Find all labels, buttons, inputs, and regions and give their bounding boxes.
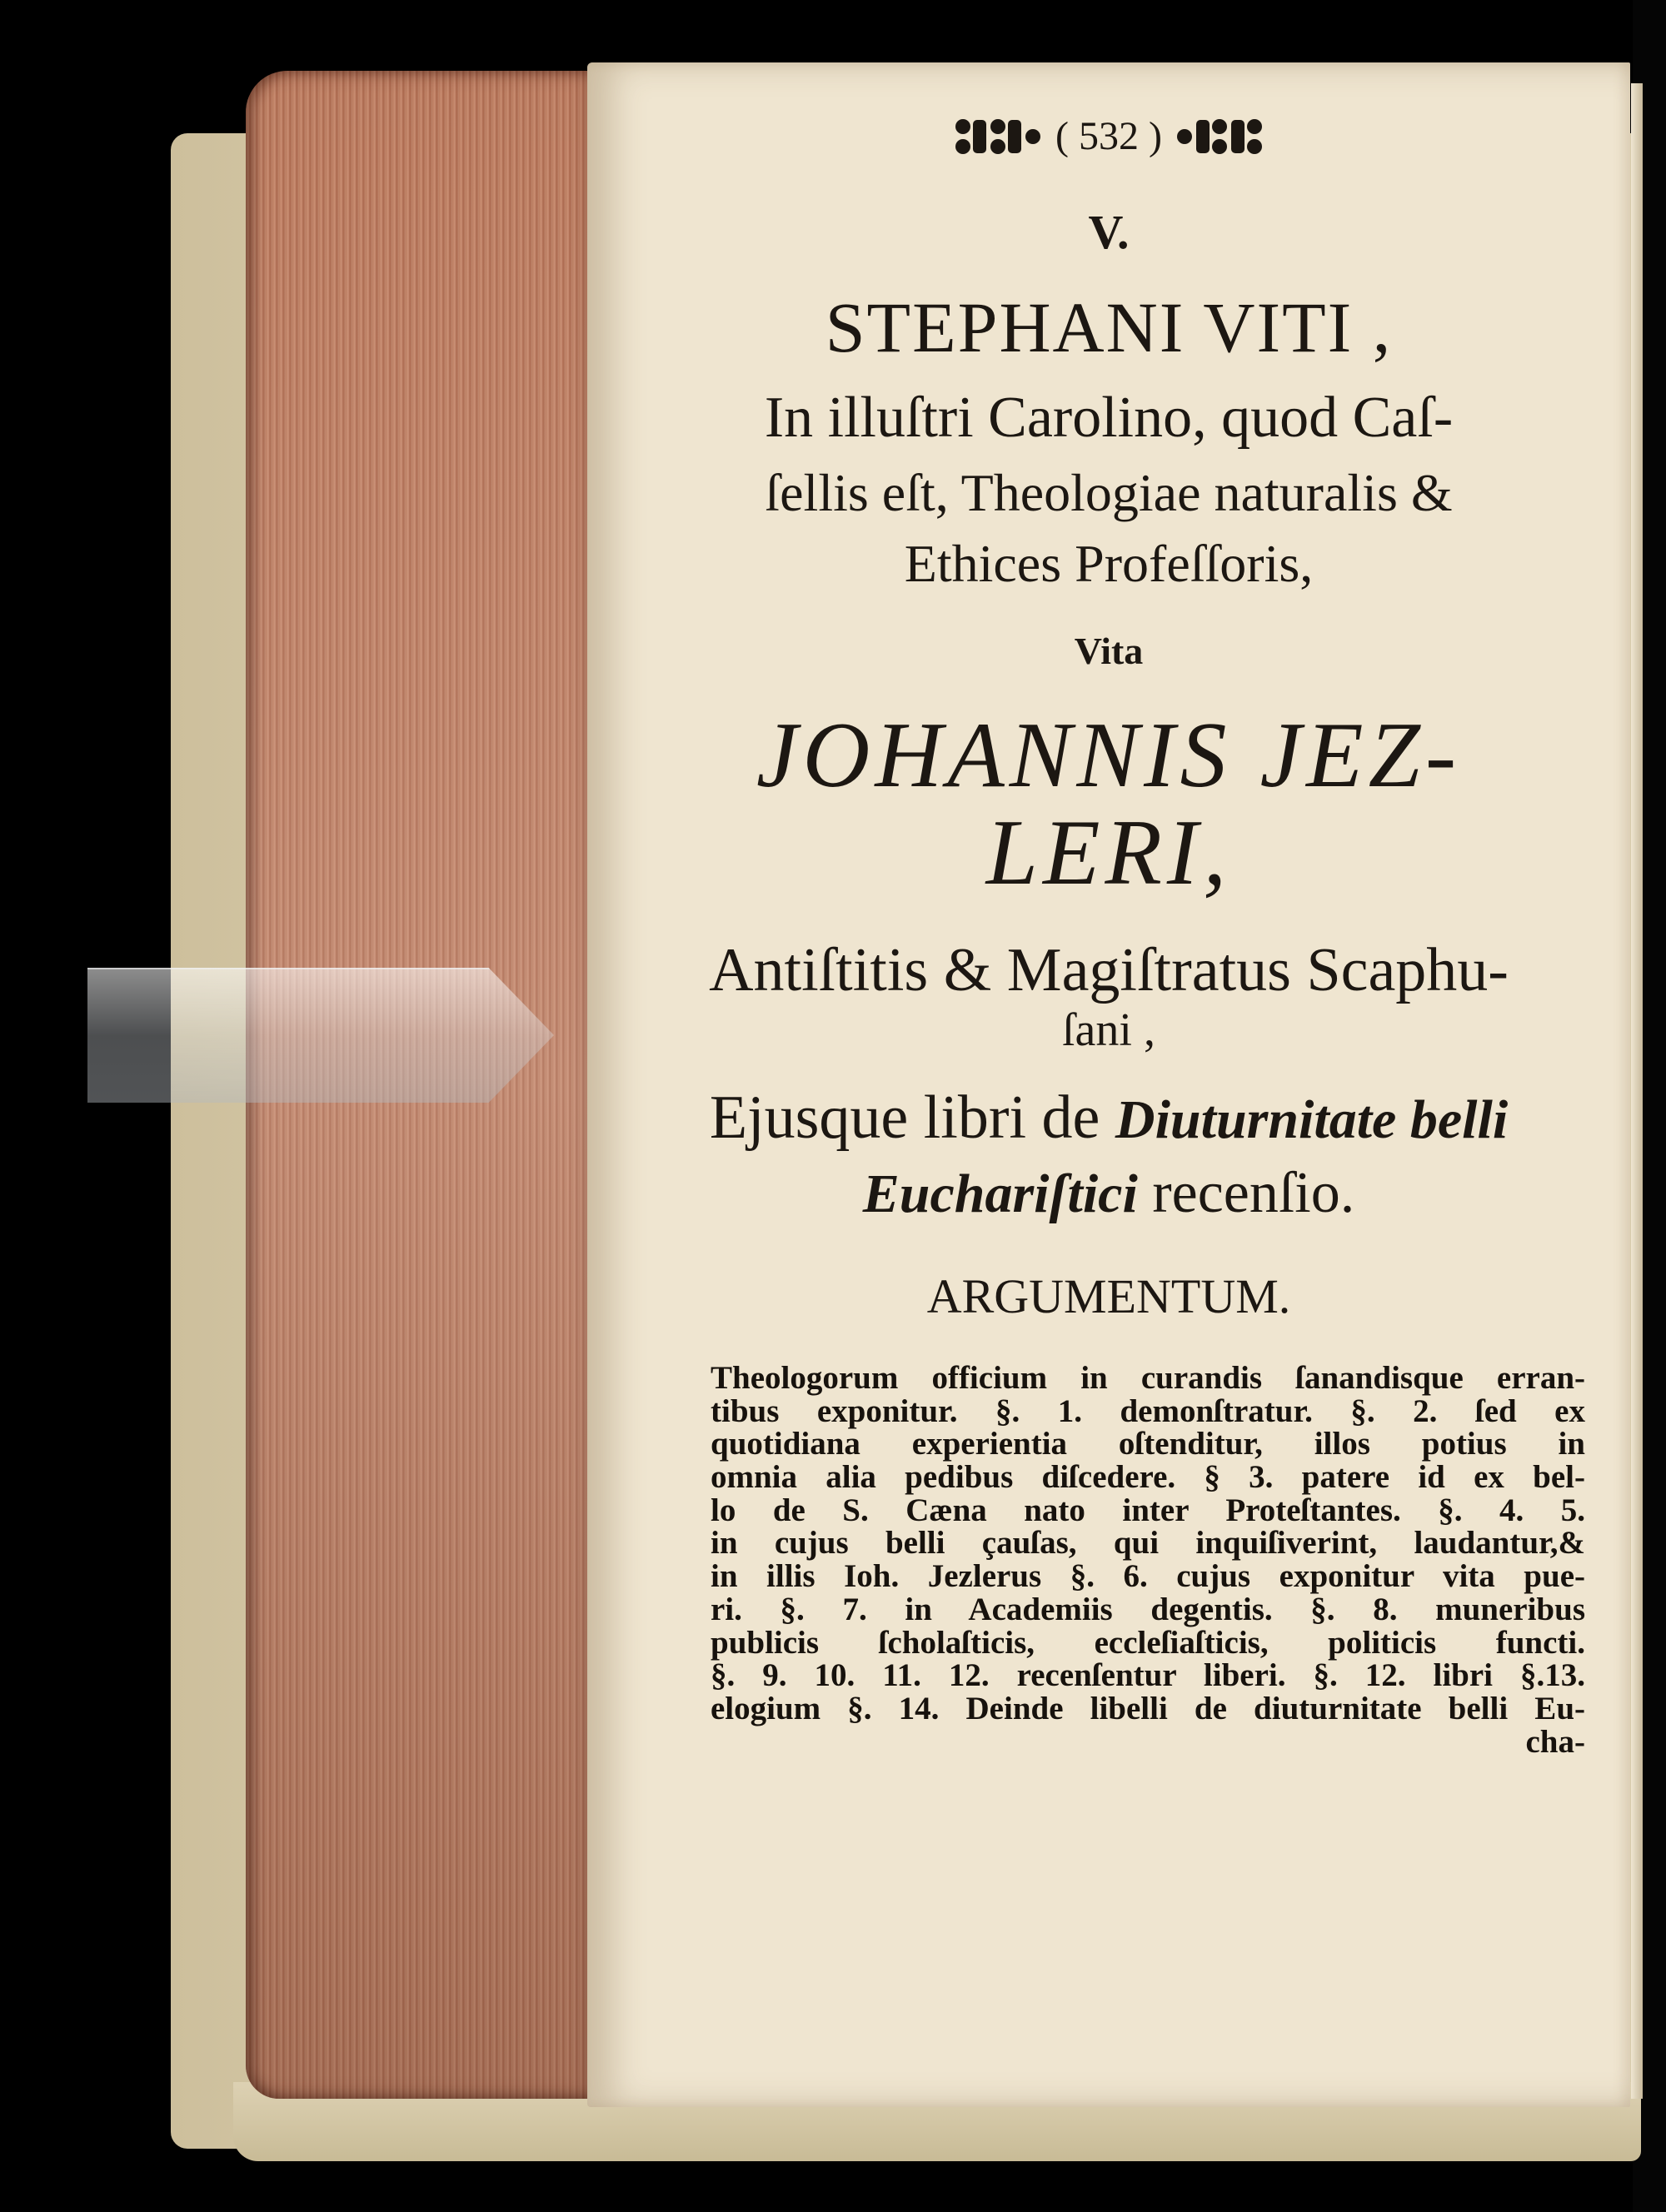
page-header bbox=[587, 106, 1630, 160]
book-line-1-text: Ejusque libri de bbox=[709, 1084, 1115, 1152]
argument-line: quotidiana experientia oſtenditur, illos potius in bbox=[711, 1426, 1585, 1462]
subject-name-line-2: LERI, bbox=[985, 801, 1232, 904]
book-title-part-1: Diuturnitate belli bbox=[1115, 1089, 1509, 1150]
argument-line: lo de S. Cæna nato inter Proteſtantes. §. 4. 5. bbox=[711, 1492, 1585, 1528]
argument-body bbox=[711, 1362, 1585, 1758]
argument-line: §. 9. 10. 11. 12. recenſentur liberi. §. 12. libri §.13. bbox=[711, 1657, 1585, 1694]
argument-line: tibus exponitur. §. 1. demonſtratur. §. 2. ſed ex bbox=[711, 1392, 1585, 1429]
page-number: ( 532 ) bbox=[1055, 114, 1162, 159]
ornament-left-icon bbox=[951, 113, 1045, 160]
argument-heading: ARGUMENTUM. bbox=[926, 1269, 1291, 1323]
argument-line: omnia alia pedibus diſcedere. § 3. patere id ex bel- bbox=[711, 1459, 1585, 1496]
argument-line: in illis Ioh. Jezlerus §. 6. cujus exponitur vita pue- bbox=[711, 1558, 1585, 1595]
subject-name-line-1: JOHANNIS JEZ- bbox=[756, 704, 1462, 807]
book-line-2 bbox=[587, 1160, 1630, 1227]
section-numeral: V. bbox=[1088, 205, 1130, 259]
scan-background-left bbox=[0, 0, 87, 2212]
subject-title-line-2: ſani , bbox=[1062, 1004, 1155, 1056]
author-affiliation-line-3: Ethices Profeſſoris, bbox=[904, 534, 1314, 593]
author-affiliation-line-1: In illuſtri Carolino, quod Caſ- bbox=[764, 386, 1454, 450]
bookmark-marker bbox=[87, 968, 554, 1103]
argument-line: elogium §. 14. Deinde libelli de diuturnitate belli Eu- bbox=[711, 1690, 1585, 1726]
argument-line: publicis ſcholaſticis, eccleſiaſticis, politicis functi. bbox=[711, 1624, 1585, 1661]
subject-title-line-1: Antiſtitis & Magiſtratus Scaphu- bbox=[709, 936, 1509, 1004]
argument-line: Theologorum officium in curandis ſanandisque erran- bbox=[711, 1360, 1585, 1396]
catchword: cha- bbox=[1525, 1723, 1585, 1760]
book-line-2-text: recenſio. bbox=[1137, 1161, 1355, 1225]
vita-label: Vita bbox=[1074, 630, 1144, 672]
argument-line: ri. §. 7. in Academiis degentis. §. 8. muneribus bbox=[711, 1591, 1585, 1627]
author-name: STEPHANI VITI , bbox=[825, 287, 1393, 367]
ornament-right-icon bbox=[1173, 113, 1266, 160]
book-title-part-2: Euchariſtici bbox=[862, 1163, 1138, 1224]
author-affiliation-line-2: ſellis eſt, Theologiae naturalis & bbox=[765, 463, 1453, 522]
book-line-1 bbox=[587, 1083, 1630, 1153]
book-page bbox=[587, 62, 1630, 2107]
facing-page-edge bbox=[1631, 83, 1643, 2099]
argument-line: in cujus belli çauſas, qui inquiſiverint, laudantur,& bbox=[711, 1525, 1585, 1562]
